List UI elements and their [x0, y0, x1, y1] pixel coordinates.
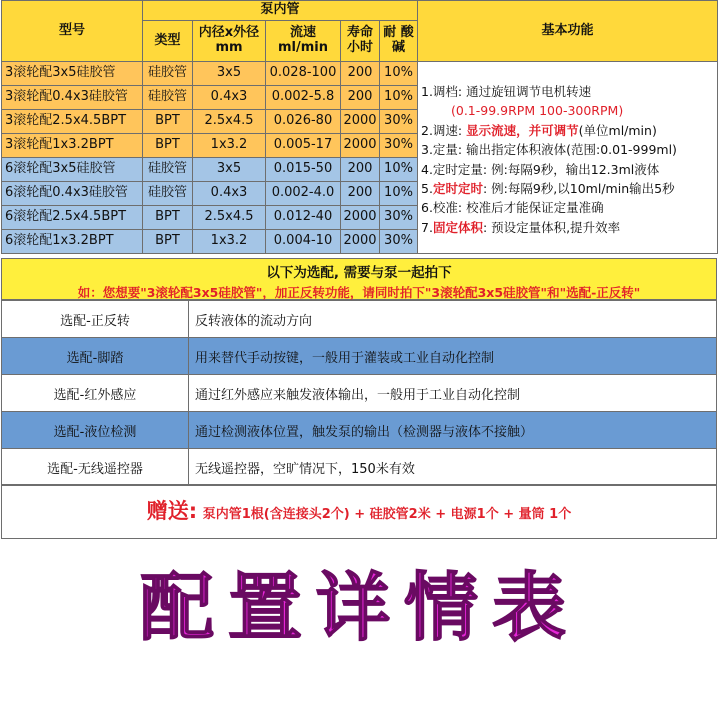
- cell-model: 3滚轮配1x3.2BPT: [2, 134, 143, 158]
- option-desc: 通过红外感应来触发液体输出，一般用于工业自动化控制: [189, 375, 717, 412]
- header-functions: 基本功能: [418, 1, 718, 62]
- option-row: [2, 301, 717, 338]
- cell-diameter: 2.5x4.5: [193, 110, 266, 134]
- cell-model: 6滚轮配3x5硅胶管: [2, 158, 143, 182]
- cell-model: 6滚轮配0.4x3硅胶管: [2, 182, 143, 206]
- function-2-highlight: 显示流速，并可调节: [466, 122, 579, 138]
- function-2: [421, 121, 717, 140]
- function-5: [421, 179, 717, 198]
- option-row: [2, 375, 717, 412]
- option-desc: 反转液体的流动方向: [189, 301, 717, 338]
- function-5-highlight: 定时定时: [432, 180, 483, 196]
- option-desc: 通过检测液体位置，触发泵的输出（检测器与液体不接触）: [189, 412, 717, 449]
- cell-diameter: 1x3.2: [193, 230, 266, 254]
- option-desc: 无线遥控器，空旷情况下，150米有效: [189, 449, 717, 486]
- header-model: 型号: [2, 1, 143, 62]
- option-name: 选配-无线遥控器: [2, 449, 189, 486]
- cell-model: 3滚轮配3x5硅胶管: [2, 62, 143, 86]
- cell-type: BPT: [143, 230, 193, 254]
- option-desc: 用来替代手动按键，一般用于灌装或工业自动化控制: [189, 338, 717, 375]
- option-name: 选配-脚踏: [2, 338, 189, 375]
- banner-title: 以下为选配, 需要与泵一起拍下: [266, 265, 452, 281]
- function-6: 6.校准: 校准后才能保证定量准确: [421, 200, 604, 216]
- cell-acid: 30%: [380, 134, 418, 158]
- function-1-range: (0.1-99.9RPM 100-300RPM): [451, 103, 624, 119]
- cell-diameter: 2.5x4.5: [193, 206, 266, 230]
- header-type: 类型: [143, 21, 193, 62]
- cell-flow: 0.012-40: [266, 206, 341, 230]
- header-diameter: 内径x外径 mm: [193, 21, 266, 62]
- cell-model: 3滚轮配0.4x3硅胶管: [2, 86, 143, 110]
- cell-life: 2000: [341, 206, 380, 230]
- cell-type: BPT: [143, 110, 193, 134]
- cell-flow: 0.002-5.8: [266, 86, 341, 110]
- cell-flow: 0.002-4.0: [266, 182, 341, 206]
- gift-items: 泵内管1根(含连接头2个) + 硅胶管2米 + 电源1个 + 量筒 1个: [202, 507, 572, 522]
- cell-type: 硅胶管: [143, 62, 193, 86]
- cell-acid: 30%: [380, 110, 418, 134]
- header-flow: 流速 ml/min: [266, 21, 341, 62]
- cell-flow: 0.026-80: [266, 110, 341, 134]
- option-name: 选配-液位检测: [2, 412, 189, 449]
- cell-diameter: 0.4x3: [193, 86, 266, 110]
- page-title: 配置详情表: [140, 565, 580, 651]
- function-4: 4.定时定量: 例:每隔9秒，输出12.3ml液体: [421, 161, 660, 177]
- cell-life: 200: [341, 62, 380, 86]
- banner-example: 如：您想要"3滚轮配3x5硅胶管"，加正反转功能，请同时拍下"3滚轮配3x5硅胶管"和"选配-正反转": [77, 285, 641, 300]
- cell-flow: 0.015-50: [266, 158, 341, 182]
- optional-notice-banner: [1, 258, 717, 300]
- cell-diameter: 1x3.2: [193, 134, 266, 158]
- function-2-label: 2.调速:: [421, 122, 467, 138]
- functions-cell: [418, 62, 718, 254]
- cell-type: BPT: [143, 134, 193, 158]
- function-7: [421, 218, 717, 237]
- function-3: 3.定量: 输出指定体积液体(范围:0.01-999ml): [421, 142, 677, 158]
- cell-type: 硅胶管: [143, 182, 193, 206]
- cell-flow: 0.004-10: [266, 230, 341, 254]
- option-row: [2, 338, 717, 375]
- table-row: [2, 62, 718, 86]
- gift-row: [1, 484, 717, 539]
- cell-flow: 0.005-17: [266, 134, 341, 158]
- function-7-highlight: 固定体积: [432, 219, 483, 235]
- options-table: [1, 300, 717, 486]
- cell-model: 6滚轮配1x3.2BPT: [2, 230, 143, 254]
- function-5-num: 5.: [421, 180, 433, 196]
- cell-life: 2000: [341, 230, 380, 254]
- option-row: [2, 412, 717, 449]
- cell-diameter: 3x5: [193, 62, 266, 86]
- cell-life: 200: [341, 86, 380, 110]
- cell-acid: 10%: [380, 62, 418, 86]
- cell-model: 6滚轮配2.5x4.5BPT: [2, 206, 143, 230]
- header-pump-tube: 泵内管: [143, 1, 418, 21]
- option-name: 选配-正反转: [2, 301, 189, 338]
- spec-table: [1, 0, 718, 254]
- cell-type: BPT: [143, 206, 193, 230]
- header-life: 寿命 小时: [341, 21, 380, 62]
- option-row: [2, 449, 717, 486]
- cell-flow: 0.028-100: [266, 62, 341, 86]
- cell-acid: 10%: [380, 182, 418, 206]
- option-name: 选配-红外感应: [2, 375, 189, 412]
- gift-label: 赠送:: [146, 499, 198, 523]
- function-7-text: : 预设定量体积,提升效率: [482, 219, 621, 235]
- cell-diameter: 3x5: [193, 158, 266, 182]
- cell-life: 200: [341, 158, 380, 182]
- cell-acid: 30%: [380, 230, 418, 254]
- cell-life: 2000: [341, 134, 380, 158]
- cell-acid: 10%: [380, 158, 418, 182]
- cell-type: 硅胶管: [143, 86, 193, 110]
- cell-diameter: 0.4x3: [193, 182, 266, 206]
- function-5-text: : 例:每隔9秒,以10ml/min输出5秒: [482, 180, 675, 196]
- cell-acid: 30%: [380, 206, 418, 230]
- cell-acid: 10%: [380, 86, 418, 110]
- cell-type: 硅胶管: [143, 158, 193, 182]
- cell-model: 3滚轮配2.5x4.5BPT: [2, 110, 143, 134]
- function-1: 1.调档: 通过旋钮调节电机转速: [421, 84, 592, 99]
- cell-life: 2000: [341, 110, 380, 134]
- cell-life: 200: [341, 182, 380, 206]
- function-7-num: 7.: [421, 219, 433, 235]
- function-2-unit: (单位ml/min): [578, 122, 657, 138]
- header-acid: 耐 酸碱: [380, 21, 418, 62]
